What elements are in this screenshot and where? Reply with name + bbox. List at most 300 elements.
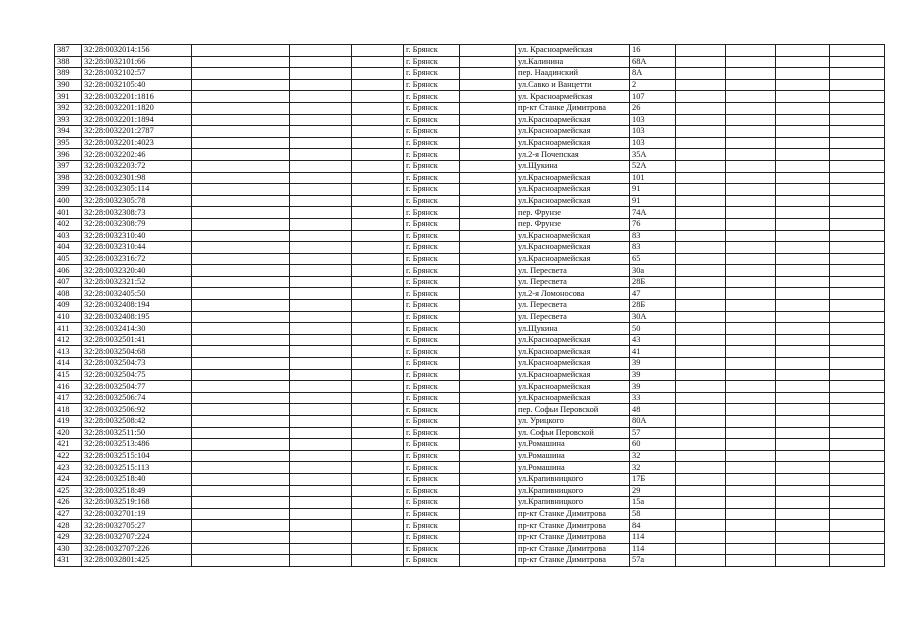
table-row bbox=[55, 427, 885, 439]
empty-cell bbox=[192, 543, 290, 555]
empty-cell bbox=[776, 265, 830, 277]
empty-cell bbox=[460, 230, 516, 242]
empty-cell bbox=[460, 242, 516, 254]
empty-cell bbox=[726, 473, 776, 485]
cadastral-number-cell: 32:28:0032310:44 bbox=[82, 242, 192, 254]
empty-cell bbox=[726, 369, 776, 381]
row-number-cell: 416 bbox=[55, 381, 82, 393]
empty-cell bbox=[726, 508, 776, 520]
street-cell: ул.Красноармейская bbox=[516, 172, 630, 184]
empty-cell bbox=[290, 427, 352, 439]
empty-cell bbox=[676, 404, 726, 416]
street-cell: ул. Софьи Перовской bbox=[516, 427, 630, 439]
empty-cell bbox=[460, 149, 516, 161]
empty-cell bbox=[726, 323, 776, 335]
street-cell: пер. Фрунзе bbox=[516, 207, 630, 219]
empty-cell bbox=[830, 242, 885, 254]
empty-cell bbox=[676, 184, 726, 196]
empty-cell bbox=[290, 160, 352, 172]
city-cell: г. Брянск bbox=[404, 242, 460, 254]
empty-cell bbox=[290, 276, 352, 288]
empty-cell bbox=[290, 392, 352, 404]
city-cell: г. Брянск bbox=[404, 404, 460, 416]
empty-cell bbox=[460, 195, 516, 207]
empty-cell bbox=[830, 323, 885, 335]
house-number-cell: 15а bbox=[630, 497, 676, 509]
empty-cell bbox=[726, 230, 776, 242]
cadastral-number-cell: 32:28:0032105:40 bbox=[82, 79, 192, 91]
row-number-cell: 396 bbox=[55, 149, 82, 161]
empty-cell bbox=[460, 555, 516, 567]
empty-cell bbox=[676, 68, 726, 80]
empty-cell bbox=[830, 288, 885, 300]
street-cell: ул. Пересвета bbox=[516, 311, 630, 323]
row-number-cell: 408 bbox=[55, 288, 82, 300]
empty-cell bbox=[290, 265, 352, 277]
empty-cell bbox=[676, 473, 726, 485]
empty-cell bbox=[676, 450, 726, 462]
empty-cell bbox=[192, 473, 290, 485]
empty-cell bbox=[290, 462, 352, 474]
empty-cell bbox=[192, 555, 290, 567]
table-row bbox=[55, 346, 885, 358]
empty-cell bbox=[726, 346, 776, 358]
empty-cell bbox=[776, 149, 830, 161]
empty-cell bbox=[460, 265, 516, 277]
street-cell: ул.Крапивницкого bbox=[516, 485, 630, 497]
empty-cell bbox=[726, 126, 776, 138]
empty-cell bbox=[676, 520, 726, 532]
city-cell: г. Брянск bbox=[404, 114, 460, 126]
empty-cell bbox=[460, 450, 516, 462]
street-cell: пр-кт Станке Димитрова bbox=[516, 508, 630, 520]
empty-cell bbox=[352, 265, 404, 277]
empty-cell bbox=[726, 276, 776, 288]
empty-cell bbox=[726, 381, 776, 393]
empty-cell bbox=[352, 392, 404, 404]
empty-cell bbox=[830, 416, 885, 428]
row-number-cell: 405 bbox=[55, 253, 82, 265]
empty-cell bbox=[676, 381, 726, 393]
empty-cell bbox=[290, 381, 352, 393]
street-cell: ул.Красноармейская bbox=[516, 114, 630, 126]
street-cell: ул. Пересвета bbox=[516, 300, 630, 312]
house-number-cell: 39 bbox=[630, 369, 676, 381]
table-row bbox=[55, 207, 885, 219]
empty-cell bbox=[676, 195, 726, 207]
empty-cell bbox=[352, 485, 404, 497]
house-number-cell: 32 bbox=[630, 462, 676, 474]
empty-cell bbox=[726, 404, 776, 416]
empty-cell bbox=[352, 253, 404, 265]
empty-cell bbox=[290, 207, 352, 219]
city-cell: г. Брянск bbox=[404, 288, 460, 300]
empty-cell bbox=[830, 497, 885, 509]
empty-cell bbox=[192, 427, 290, 439]
empty-cell bbox=[726, 311, 776, 323]
table-row bbox=[55, 242, 885, 254]
city-cell: г. Брянск bbox=[404, 300, 460, 312]
empty-cell bbox=[726, 102, 776, 114]
table-row bbox=[55, 358, 885, 370]
empty-cell bbox=[830, 184, 885, 196]
city-cell: г. Брянск bbox=[404, 56, 460, 68]
empty-cell bbox=[290, 531, 352, 543]
city-cell: г. Брянск bbox=[404, 508, 460, 520]
empty-cell bbox=[830, 334, 885, 346]
house-number-cell: 43 bbox=[630, 334, 676, 346]
cadastral-number-cell: 32:28:0032511:50 bbox=[82, 427, 192, 439]
house-number-cell: 83 bbox=[630, 242, 676, 254]
empty-cell bbox=[352, 114, 404, 126]
empty-cell bbox=[352, 300, 404, 312]
table-row bbox=[55, 114, 885, 126]
empty-cell bbox=[676, 218, 726, 230]
empty-cell bbox=[776, 346, 830, 358]
table-row bbox=[55, 450, 885, 462]
cadastral-number-cell: 32:28:0032504:73 bbox=[82, 358, 192, 370]
cadastral-number-cell: 32:28:0032408:195 bbox=[82, 311, 192, 323]
city-cell: г. Брянск bbox=[404, 218, 460, 230]
street-cell: ул.Крапивницкого bbox=[516, 497, 630, 509]
street-cell: ул.Ромашина bbox=[516, 450, 630, 462]
city-cell: г. Брянск bbox=[404, 334, 460, 346]
empty-cell bbox=[830, 126, 885, 138]
cadastral-number-cell: 32:28:0032102:57 bbox=[82, 68, 192, 80]
house-number-cell: 28Б bbox=[630, 300, 676, 312]
row-number-cell: 426 bbox=[55, 497, 82, 509]
house-number-cell: 103 bbox=[630, 114, 676, 126]
empty-cell bbox=[352, 230, 404, 242]
row-number-cell: 410 bbox=[55, 311, 82, 323]
empty-cell bbox=[290, 242, 352, 254]
house-number-cell: 91 bbox=[630, 195, 676, 207]
street-cell: ул.Ромашина bbox=[516, 462, 630, 474]
empty-cell bbox=[290, 543, 352, 555]
house-number-cell: 33 bbox=[630, 392, 676, 404]
row-number-cell: 392 bbox=[55, 102, 82, 114]
empty-cell bbox=[830, 381, 885, 393]
row-number-cell: 398 bbox=[55, 172, 82, 184]
house-number-cell: 30А bbox=[630, 311, 676, 323]
street-cell: пр-кт Станке Димитрова bbox=[516, 102, 630, 114]
empty-cell bbox=[352, 497, 404, 509]
empty-cell bbox=[676, 346, 726, 358]
empty-cell bbox=[676, 114, 726, 126]
empty-cell bbox=[192, 300, 290, 312]
empty-cell bbox=[726, 172, 776, 184]
table-row bbox=[55, 473, 885, 485]
empty-cell bbox=[726, 555, 776, 567]
empty-cell bbox=[726, 45, 776, 57]
empty-cell bbox=[676, 311, 726, 323]
empty-cell bbox=[460, 392, 516, 404]
city-cell: г. Брянск bbox=[404, 230, 460, 242]
city-cell: г. Брянск bbox=[404, 172, 460, 184]
city-cell: г. Брянск bbox=[404, 265, 460, 277]
street-cell: ул.Щукина bbox=[516, 323, 630, 335]
empty-cell bbox=[352, 346, 404, 358]
empty-cell bbox=[726, 195, 776, 207]
empty-cell bbox=[192, 149, 290, 161]
empty-cell bbox=[290, 497, 352, 509]
street-cell: пр-кт Станке Димитрова bbox=[516, 555, 630, 567]
empty-cell bbox=[192, 439, 290, 451]
city-cell: г. Брянск bbox=[404, 79, 460, 91]
empty-cell bbox=[192, 450, 290, 462]
row-number-cell: 403 bbox=[55, 230, 82, 242]
empty-cell bbox=[830, 149, 885, 161]
empty-cell bbox=[726, 300, 776, 312]
empty-cell bbox=[776, 242, 830, 254]
empty-cell bbox=[352, 102, 404, 114]
empty-cell bbox=[830, 195, 885, 207]
empty-cell bbox=[192, 346, 290, 358]
row-number-cell: 414 bbox=[55, 358, 82, 370]
row-number-cell: 429 bbox=[55, 531, 82, 543]
empty-cell bbox=[192, 508, 290, 520]
empty-cell bbox=[726, 485, 776, 497]
street-cell: ул.Савко и Ванцетти bbox=[516, 79, 630, 91]
empty-cell bbox=[726, 218, 776, 230]
empty-cell bbox=[352, 531, 404, 543]
empty-cell bbox=[776, 230, 830, 242]
street-cell: ул. Красноармейская bbox=[516, 91, 630, 103]
street-cell: ул.Красноармейская bbox=[516, 126, 630, 138]
house-number-cell: 65 bbox=[630, 253, 676, 265]
empty-cell bbox=[726, 358, 776, 370]
empty-cell bbox=[830, 45, 885, 57]
cadastral-number-cell: 32:28:0032203:72 bbox=[82, 160, 192, 172]
empty-cell bbox=[290, 172, 352, 184]
empty-cell bbox=[830, 230, 885, 242]
table-row bbox=[55, 369, 885, 381]
empty-cell bbox=[192, 531, 290, 543]
cadastral-number-cell: 32:28:0032801:425 bbox=[82, 555, 192, 567]
cadastral-number-cell: 32:28:0032202:46 bbox=[82, 149, 192, 161]
empty-cell bbox=[290, 45, 352, 57]
empty-cell bbox=[192, 230, 290, 242]
table-row bbox=[55, 91, 885, 103]
empty-cell bbox=[290, 114, 352, 126]
house-number-cell: 114 bbox=[630, 543, 676, 555]
empty-cell bbox=[192, 160, 290, 172]
house-number-cell: 2 bbox=[630, 79, 676, 91]
empty-cell bbox=[726, 91, 776, 103]
row-number-cell: 388 bbox=[55, 56, 82, 68]
empty-cell bbox=[192, 195, 290, 207]
row-number-cell: 413 bbox=[55, 346, 82, 358]
house-number-cell: 26 bbox=[630, 102, 676, 114]
table-row bbox=[55, 462, 885, 474]
empty-cell bbox=[726, 79, 776, 91]
cadastral-number-cell: 32:28:0032316:72 bbox=[82, 253, 192, 265]
empty-cell bbox=[192, 381, 290, 393]
house-number-cell: 74А bbox=[630, 207, 676, 219]
table-row bbox=[55, 160, 885, 172]
cadastral-number-cell: 32:28:0032707:226 bbox=[82, 543, 192, 555]
empty-cell bbox=[460, 218, 516, 230]
table-row bbox=[55, 334, 885, 346]
empty-cell bbox=[352, 45, 404, 57]
table-row bbox=[55, 288, 885, 300]
city-cell: г. Брянск bbox=[404, 253, 460, 265]
table-row bbox=[55, 323, 885, 335]
empty-cell bbox=[352, 91, 404, 103]
row-number-cell: 397 bbox=[55, 160, 82, 172]
city-cell: г. Брянск bbox=[404, 207, 460, 219]
city-cell: г. Брянск bbox=[404, 555, 460, 567]
cadastral-number-cell: 32:28:0032705:27 bbox=[82, 520, 192, 532]
empty-cell bbox=[830, 531, 885, 543]
cadastral-number-cell: 32:28:0032201:1894 bbox=[82, 114, 192, 126]
empty-cell bbox=[676, 56, 726, 68]
cadastral-number-cell: 32:28:0032414:30 bbox=[82, 323, 192, 335]
house-number-cell: 47 bbox=[630, 288, 676, 300]
empty-cell bbox=[290, 230, 352, 242]
empty-cell bbox=[460, 126, 516, 138]
empty-cell bbox=[290, 137, 352, 149]
house-number-cell: 83 bbox=[630, 230, 676, 242]
empty-cell bbox=[192, 242, 290, 254]
empty-cell bbox=[776, 207, 830, 219]
street-cell: пр-кт Станке Димитрова bbox=[516, 520, 630, 532]
row-number-cell: 399 bbox=[55, 184, 82, 196]
cadastral-number-cell: 32:28:0032201:2787 bbox=[82, 126, 192, 138]
city-cell: г. Брянск bbox=[404, 497, 460, 509]
empty-cell bbox=[192, 172, 290, 184]
empty-cell bbox=[290, 520, 352, 532]
house-number-cell: 101 bbox=[630, 172, 676, 184]
empty-cell bbox=[290, 68, 352, 80]
empty-cell bbox=[830, 56, 885, 68]
empty-cell bbox=[676, 508, 726, 520]
empty-cell bbox=[776, 520, 830, 532]
empty-cell bbox=[192, 485, 290, 497]
house-number-cell: 39 bbox=[630, 358, 676, 370]
city-cell: г. Брянск bbox=[404, 45, 460, 57]
row-number-cell: 427 bbox=[55, 508, 82, 520]
table-row bbox=[55, 416, 885, 428]
row-number-cell: 391 bbox=[55, 91, 82, 103]
empty-cell bbox=[352, 439, 404, 451]
empty-cell bbox=[830, 102, 885, 114]
empty-cell bbox=[460, 358, 516, 370]
house-number-cell: 68А bbox=[630, 56, 676, 68]
empty-cell bbox=[726, 68, 776, 80]
empty-cell bbox=[290, 288, 352, 300]
empty-cell bbox=[776, 102, 830, 114]
street-cell: ул. Урицкого bbox=[516, 416, 630, 428]
table-row bbox=[55, 276, 885, 288]
empty-cell bbox=[290, 311, 352, 323]
empty-cell bbox=[352, 520, 404, 532]
empty-cell bbox=[460, 184, 516, 196]
empty-cell bbox=[352, 195, 404, 207]
empty-cell bbox=[776, 91, 830, 103]
empty-cell bbox=[676, 485, 726, 497]
cadastral-number-cell: 32:28:0032504:77 bbox=[82, 381, 192, 393]
cadastral-number-cell: 32:28:0032701:19 bbox=[82, 508, 192, 520]
row-number-cell: 419 bbox=[55, 416, 82, 428]
row-number-cell: 412 bbox=[55, 334, 82, 346]
empty-cell bbox=[676, 543, 726, 555]
empty-cell bbox=[676, 427, 726, 439]
empty-cell bbox=[776, 68, 830, 80]
house-number-cell: 50 bbox=[630, 323, 676, 335]
empty-cell bbox=[830, 300, 885, 312]
city-cell: г. Брянск bbox=[404, 184, 460, 196]
empty-cell bbox=[776, 323, 830, 335]
empty-cell bbox=[726, 520, 776, 532]
empty-cell bbox=[290, 79, 352, 91]
empty-cell bbox=[460, 531, 516, 543]
empty-cell bbox=[460, 485, 516, 497]
house-number-cell: 58 bbox=[630, 508, 676, 520]
empty-cell bbox=[726, 416, 776, 428]
empty-cell bbox=[726, 137, 776, 149]
city-cell: г. Брянск bbox=[404, 439, 460, 451]
empty-cell bbox=[776, 195, 830, 207]
empty-cell bbox=[726, 160, 776, 172]
empty-cell bbox=[352, 462, 404, 474]
empty-cell bbox=[352, 172, 404, 184]
empty-cell bbox=[460, 160, 516, 172]
empty-cell bbox=[676, 555, 726, 567]
empty-cell bbox=[352, 184, 404, 196]
empty-cell bbox=[460, 404, 516, 416]
row-number-cell: 417 bbox=[55, 392, 82, 404]
table-row bbox=[55, 555, 885, 567]
empty-cell bbox=[192, 358, 290, 370]
empty-cell bbox=[352, 311, 404, 323]
table-row bbox=[55, 543, 885, 555]
empty-cell bbox=[676, 230, 726, 242]
empty-cell bbox=[676, 531, 726, 543]
cadastral-number-cell: 32:28:0032301:98 bbox=[82, 172, 192, 184]
empty-cell bbox=[192, 323, 290, 335]
cadastral-number-cell: 32:28:0032308:73 bbox=[82, 207, 192, 219]
street-cell: пр-кт Станке Димитрова bbox=[516, 543, 630, 555]
empty-cell bbox=[776, 172, 830, 184]
empty-cell bbox=[830, 462, 885, 474]
empty-cell bbox=[676, 160, 726, 172]
table-row bbox=[55, 311, 885, 323]
empty-cell bbox=[776, 79, 830, 91]
empty-cell bbox=[290, 555, 352, 567]
empty-cell bbox=[830, 160, 885, 172]
empty-cell bbox=[776, 416, 830, 428]
empty-cell bbox=[290, 346, 352, 358]
table-row bbox=[55, 520, 885, 532]
street-cell: ул.Ромашина bbox=[516, 439, 630, 451]
empty-cell bbox=[460, 137, 516, 149]
cadastral-number-cell: 32:28:0032515:113 bbox=[82, 462, 192, 474]
empty-cell bbox=[290, 416, 352, 428]
table-row bbox=[55, 79, 885, 91]
row-number-cell: 411 bbox=[55, 323, 82, 335]
street-cell: ул.Красноармейская bbox=[516, 195, 630, 207]
house-number-cell: 107 bbox=[630, 91, 676, 103]
empty-cell bbox=[192, 334, 290, 346]
empty-cell bbox=[460, 45, 516, 57]
empty-cell bbox=[460, 439, 516, 451]
empty-cell bbox=[776, 531, 830, 543]
house-number-cell: 114 bbox=[630, 531, 676, 543]
empty-cell bbox=[460, 427, 516, 439]
empty-cell bbox=[192, 91, 290, 103]
empty-cell bbox=[726, 184, 776, 196]
